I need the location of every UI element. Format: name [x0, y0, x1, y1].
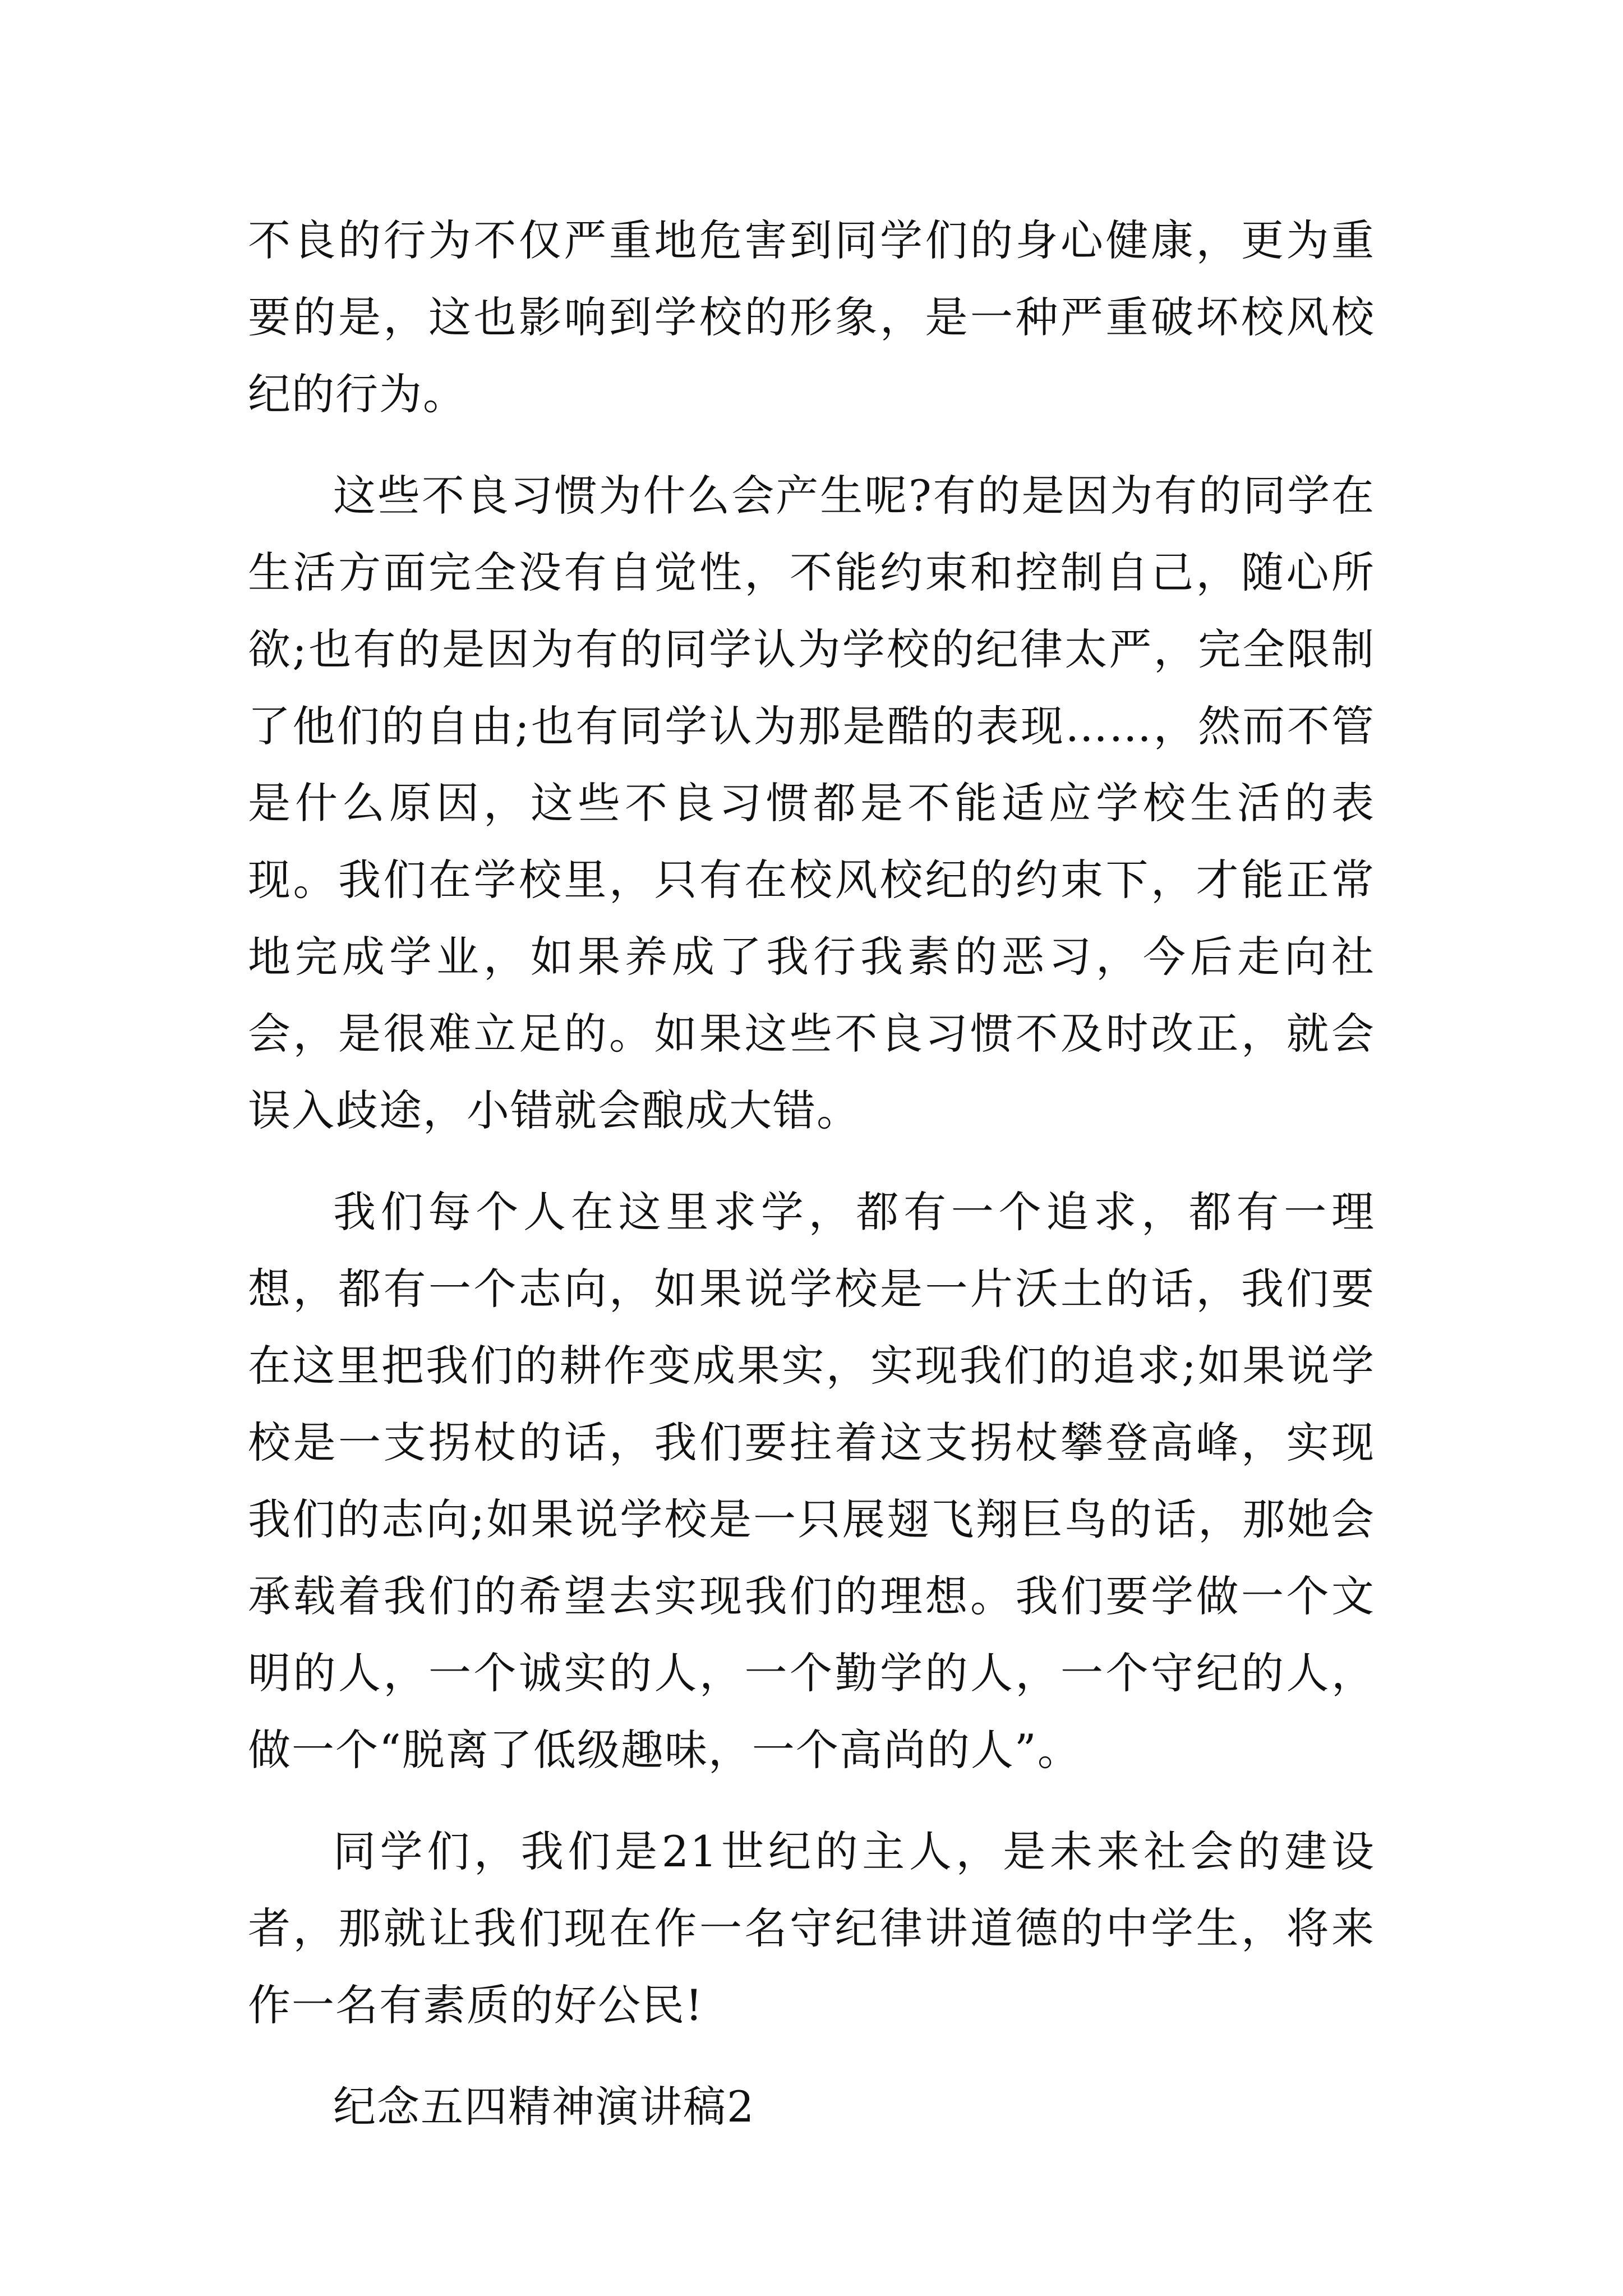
document-body [248, 202, 1375, 2145]
section-heading: 纪念五四精神演讲稿2 [333, 2082, 755, 2132]
paragraph-2: 这些不良习惯为什么会产生呢?有的是因为有的同学在生活方面完全没有自觉性，不能约束和控制自己，随心所欲;也有的是因为有的同学认为学校的纪律太严，完全限制了他们的自由;也有同学认为那是酷的表现……，然而不管是什么原因，这些不良习惯都是不能适应学校生活的表现。我们在学校里，只有在校风校纪的约束下，才能正常地完成学业，如果养成了我行我素的恶习，今后走向社会，是很难立足的。如果这些不良习惯不及时改正，就会误入歧途，小错就会酿成大错。 [248, 471, 1375, 1135]
paragraph-3: 我们每个人在这里求学，都有一个追求，都有一理想，都有一个志向，如果说学校是一片沃土的话，我们要在这里把我们的耕作变成果实，实现我们的追求;如果说学校是一支拐杖的话，我们要拄着这支拐杖攀登高峰，实现我们的志向;如果说学校是一只展翅飞翔巨鸟的话，那她会承载着我们的希望去实现我们的理想。我们要学做一个文明的人，一个诚实的人，一个勤学的人，一个守纪的人，做一个“脱离了低级趣味，一个高尚的人”。 [248, 1187, 1375, 1775]
paragraph-1: 不良的行为不仅严重地危害到同学们的身心健康，更为重要的是，这也影响到学校的形象，是一种严重破坏校风校纪的行为。 [248, 215, 1375, 419]
paragraph-4: 同学们，我们是21世纪的主人，是未来社会的建设者，那就让我们现在作一名守纪律讲道德的中学生，将来作一名有素质的好公民! [248, 1826, 1375, 2030]
